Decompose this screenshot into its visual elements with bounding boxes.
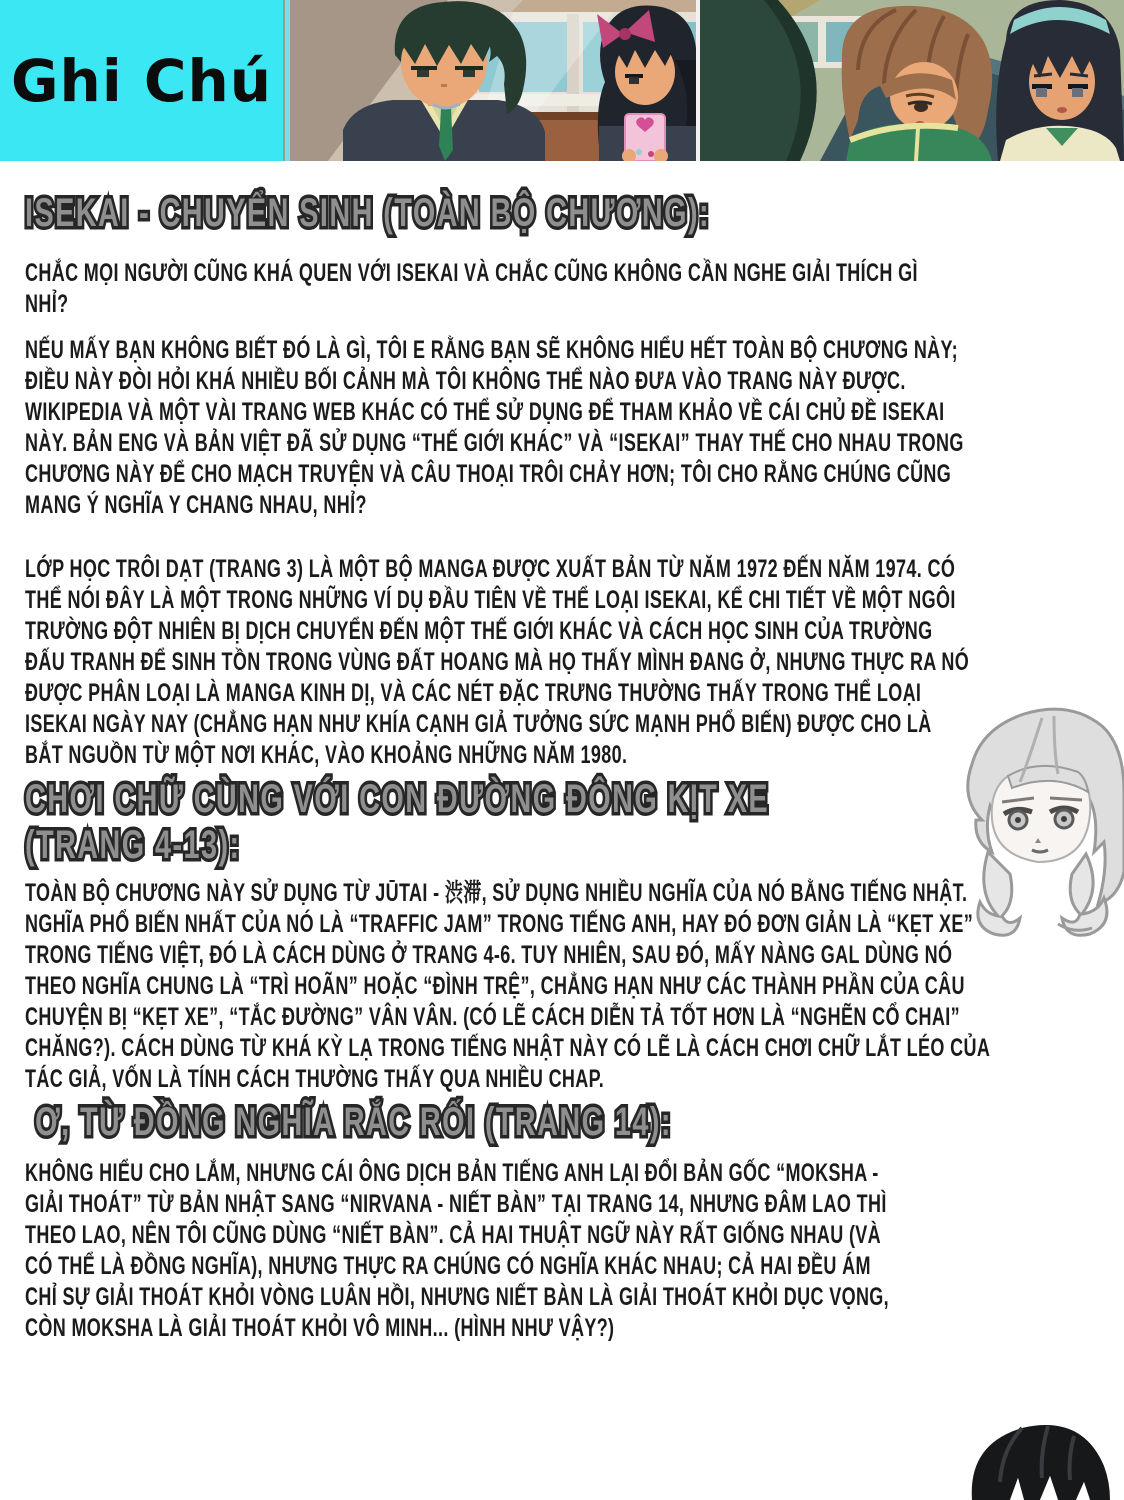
notes-content [25, 190, 1026, 1344]
section-heading-synonym: Ơ, TỪ ĐỒNG NGHĨA RẮC RỐI (TRANG 14): [35, 1100, 672, 1144]
chibi-girl-sketch [958, 702, 1124, 940]
manga-panel-classroom [283, 0, 696, 161]
section-heading-wordplay [25, 776, 1026, 868]
paragraph-moksha-nirvana: KHÔNG HIỂU CHO LẮM, NHƯNG CÁI ÔNG DỊCH BẢN TIẾNG ANH LẠI ĐỔI BẢN GỐC “MOKSHA - GIẢI THOÁT” TỪ BẢN NHẬT SANG “NIRVANA - NIẾT BÀN” TẠI TRANG 14, NHƯNG ĐÂM LAO THÌ THEO LAO, NÊN TÔI CŨNG DÙNG “NIẾT BÀN”. CẢ HAI THUẬT NGỮ NÀY RẤT GIỐNG NHAU (VÀ CÓ THỂ LÀ ĐỒNG NGHĨA), NHƯNG THỰC RA CHÚNG CÓ NGHĨA KHÁC NHAU; CẢ HAI ĐỀU ÁM CHỈ SỰ GIẢI THOÁT KHỎI VÒNG LUÂN HỒI, NHƯNG NIẾT BÀN LÀ GIẢI THOÁT KHỎI DỤC VỌNG, CÒN MOKSHA LÀ GIẢI THOÁT KHỎI VÔ MINH... (HÌNH NHƯ VẬY?) [25, 1159, 890, 1342]
heading-wordplay-line1: CHƠI CHỮ CÙNG VỚI CON ĐƯỜNG ĐÔNG KỊT XE [25, 777, 770, 821]
section-heading-isekai: ISEKAI - CHUYỂN SINH (TOÀN BỘ CHƯƠNG): [25, 191, 711, 235]
heading-wordplay-line2: (TRANG 4-13): [25, 823, 241, 867]
page-title: Ghi Chú [10, 46, 273, 115]
black-hair-head-peek [962, 1420, 1112, 1500]
title-block [0, 0, 283, 161]
paragraph-isekai-intro: CHẮC MỌI NGƯỜI CŨNG KHÁ QUEN VỚI ISEKAI VÀ CHẮC CŨNG KHÔNG CẦN NGHE GIẢI THÍCH GÌ NHỈ? [25, 259, 918, 318]
manga-panel-gals [700, 0, 1124, 161]
paragraph-isekai-explanation: NẾU MẤY BẠN KHÔNG BIẾT ĐÓ LÀ GÌ, TÔI E RẰNG BẠN SẼ KHÔNG HIỂU HẾT TOÀN BỘ CHƯƠNG NÀY; ĐIỀU NÀY ĐÒI HỎI KHÁ NHIỀU BỐI CẢNH MÀ TÔI KHÔNG THỂ NÀO ĐƯA VÀO TRANG NÀY ĐƯỢC. WIKIPEDIA VÀ MỘT VÀI TRANG WEB KHÁC CÓ THỂ SỬ DỤNG ĐỂ THAM KHẢO VỀ CÁI CHỦ ĐỀ ISEKAI NÀY. BẢN ENG VÀ BẢN VIỆT ĐÃ SỬ DỤNG “THẾ GIỚI KHÁC” VÀ “ISEKAI” THAY THẾ CHO NHAU TRONG CHƯƠNG NÀY ĐỂ CHO MẠCH TRUYỆN VÀ CÂU THOẠI TRÔI CHẢY HƠN; TÔI CHO RẰNG CHÚNG CŨNG MANG Ý NGHĨA Y CHANG NHAU, NHỈ? [25, 336, 964, 519]
paragraph-drifting-classroom: LỚP HỌC TRÔI DẠT (TRANG 3) LÀ MỘT BỘ MANGA ĐƯỢC XUẤT BẢN TỪ NĂM 1972 ĐẾN NĂM 1974. CÓ THỂ NÓI ĐÂY LÀ MỘT TRONG NHỮNG VÍ DỤ ĐẦU TIÊN VỀ THỂ LOẠI ISEKAI, KỂ CHI TIẾT VỀ MỘT NGÔI TRƯỜNG ĐỘT NHIÊN BỊ DỊCH CHUYỂN ĐẾN MỘT THẾ GIỚI KHÁC VÀ CÁCH HỌC SINH CỦA TRƯỜNG ĐẤU TRANH ĐỂ SINH TỒN TRONG VÙNG ĐẤT HOANG MÀ HỌ THẤY MÌNH ĐANG Ở, NHƯNG THỰC RA NÓ ĐƯỢC PHÂN LOẠI LÀ MANGA KINH DỊ, VÀ CÁC NÉT ĐẶC TRƯNG THƯỜNG THẤY TRONG THỂ LOẠI ISEKAI NGÀY NAY (CHẲNG HẠN NHƯ KHÍA CẠNH GIẢ TƯỞNG SỨC MẠNH PHỔ BIẾN) ĐƯỢC CHO LÀ BẮT NGUỒN TỪ MỘT NƠI KHÁC, VÀO KHOẢNG NHỮNG NĂM 1980. [25, 555, 970, 769]
paragraph-jutai: TOÀN BỘ CHƯƠNG NÀY SỬ DỤNG TỪ JŪTAI - 渋滞, SỬ DỤNG NHIỀU NGHĨA CỦA NÓ BẰNG TIẾNG NHẬT. NGHĨA PHỔ BIẾN NHẤT CỦA NÓ LÀ “TRAFFIC JAM” TRONG TIẾNG ANH, HAY ĐÓ ĐƠN GIẢN LÀ “KẸT XE” TRONG TIẾNG VIỆT, ĐÓ LÀ CÁCH DÙNG Ở TRANG 4-6. TUY NHIÊN, SAU ĐÓ, MẤY NÀNG GAL DÙNG NÓ THEO NGHĨA CHUNG LÀ “TRÌ HOÃN” HOẶC “ĐÌNH TRỆ”, CHẲNG HẠN NHƯ CÁC THÀNH PHẦN CỦA CÂU CHUYỆN BỊ “KẸT XE”, “TẮC ĐƯỜNG” VÂN VÂN. (CÓ LẼ CÁCH DIỄN TẢ TỐT HƠN LÀ “NGHẼN CỔ CHAI” CHĂNG?). CÁCH DÙNG TỪ KHÁ KỲ LẠ TRONG TIẾNG NHẬT NÀY CÓ LẼ LÀ CÁCH CHƠI CHỮ LẮT LÉO CỦA TÁC GIẢ, VỐN LÀ TÍNH CÁCH THƯỜNG THẤY QUA NHIỀU CHAP. [25, 879, 990, 1093]
page-header [0, 0, 1124, 161]
